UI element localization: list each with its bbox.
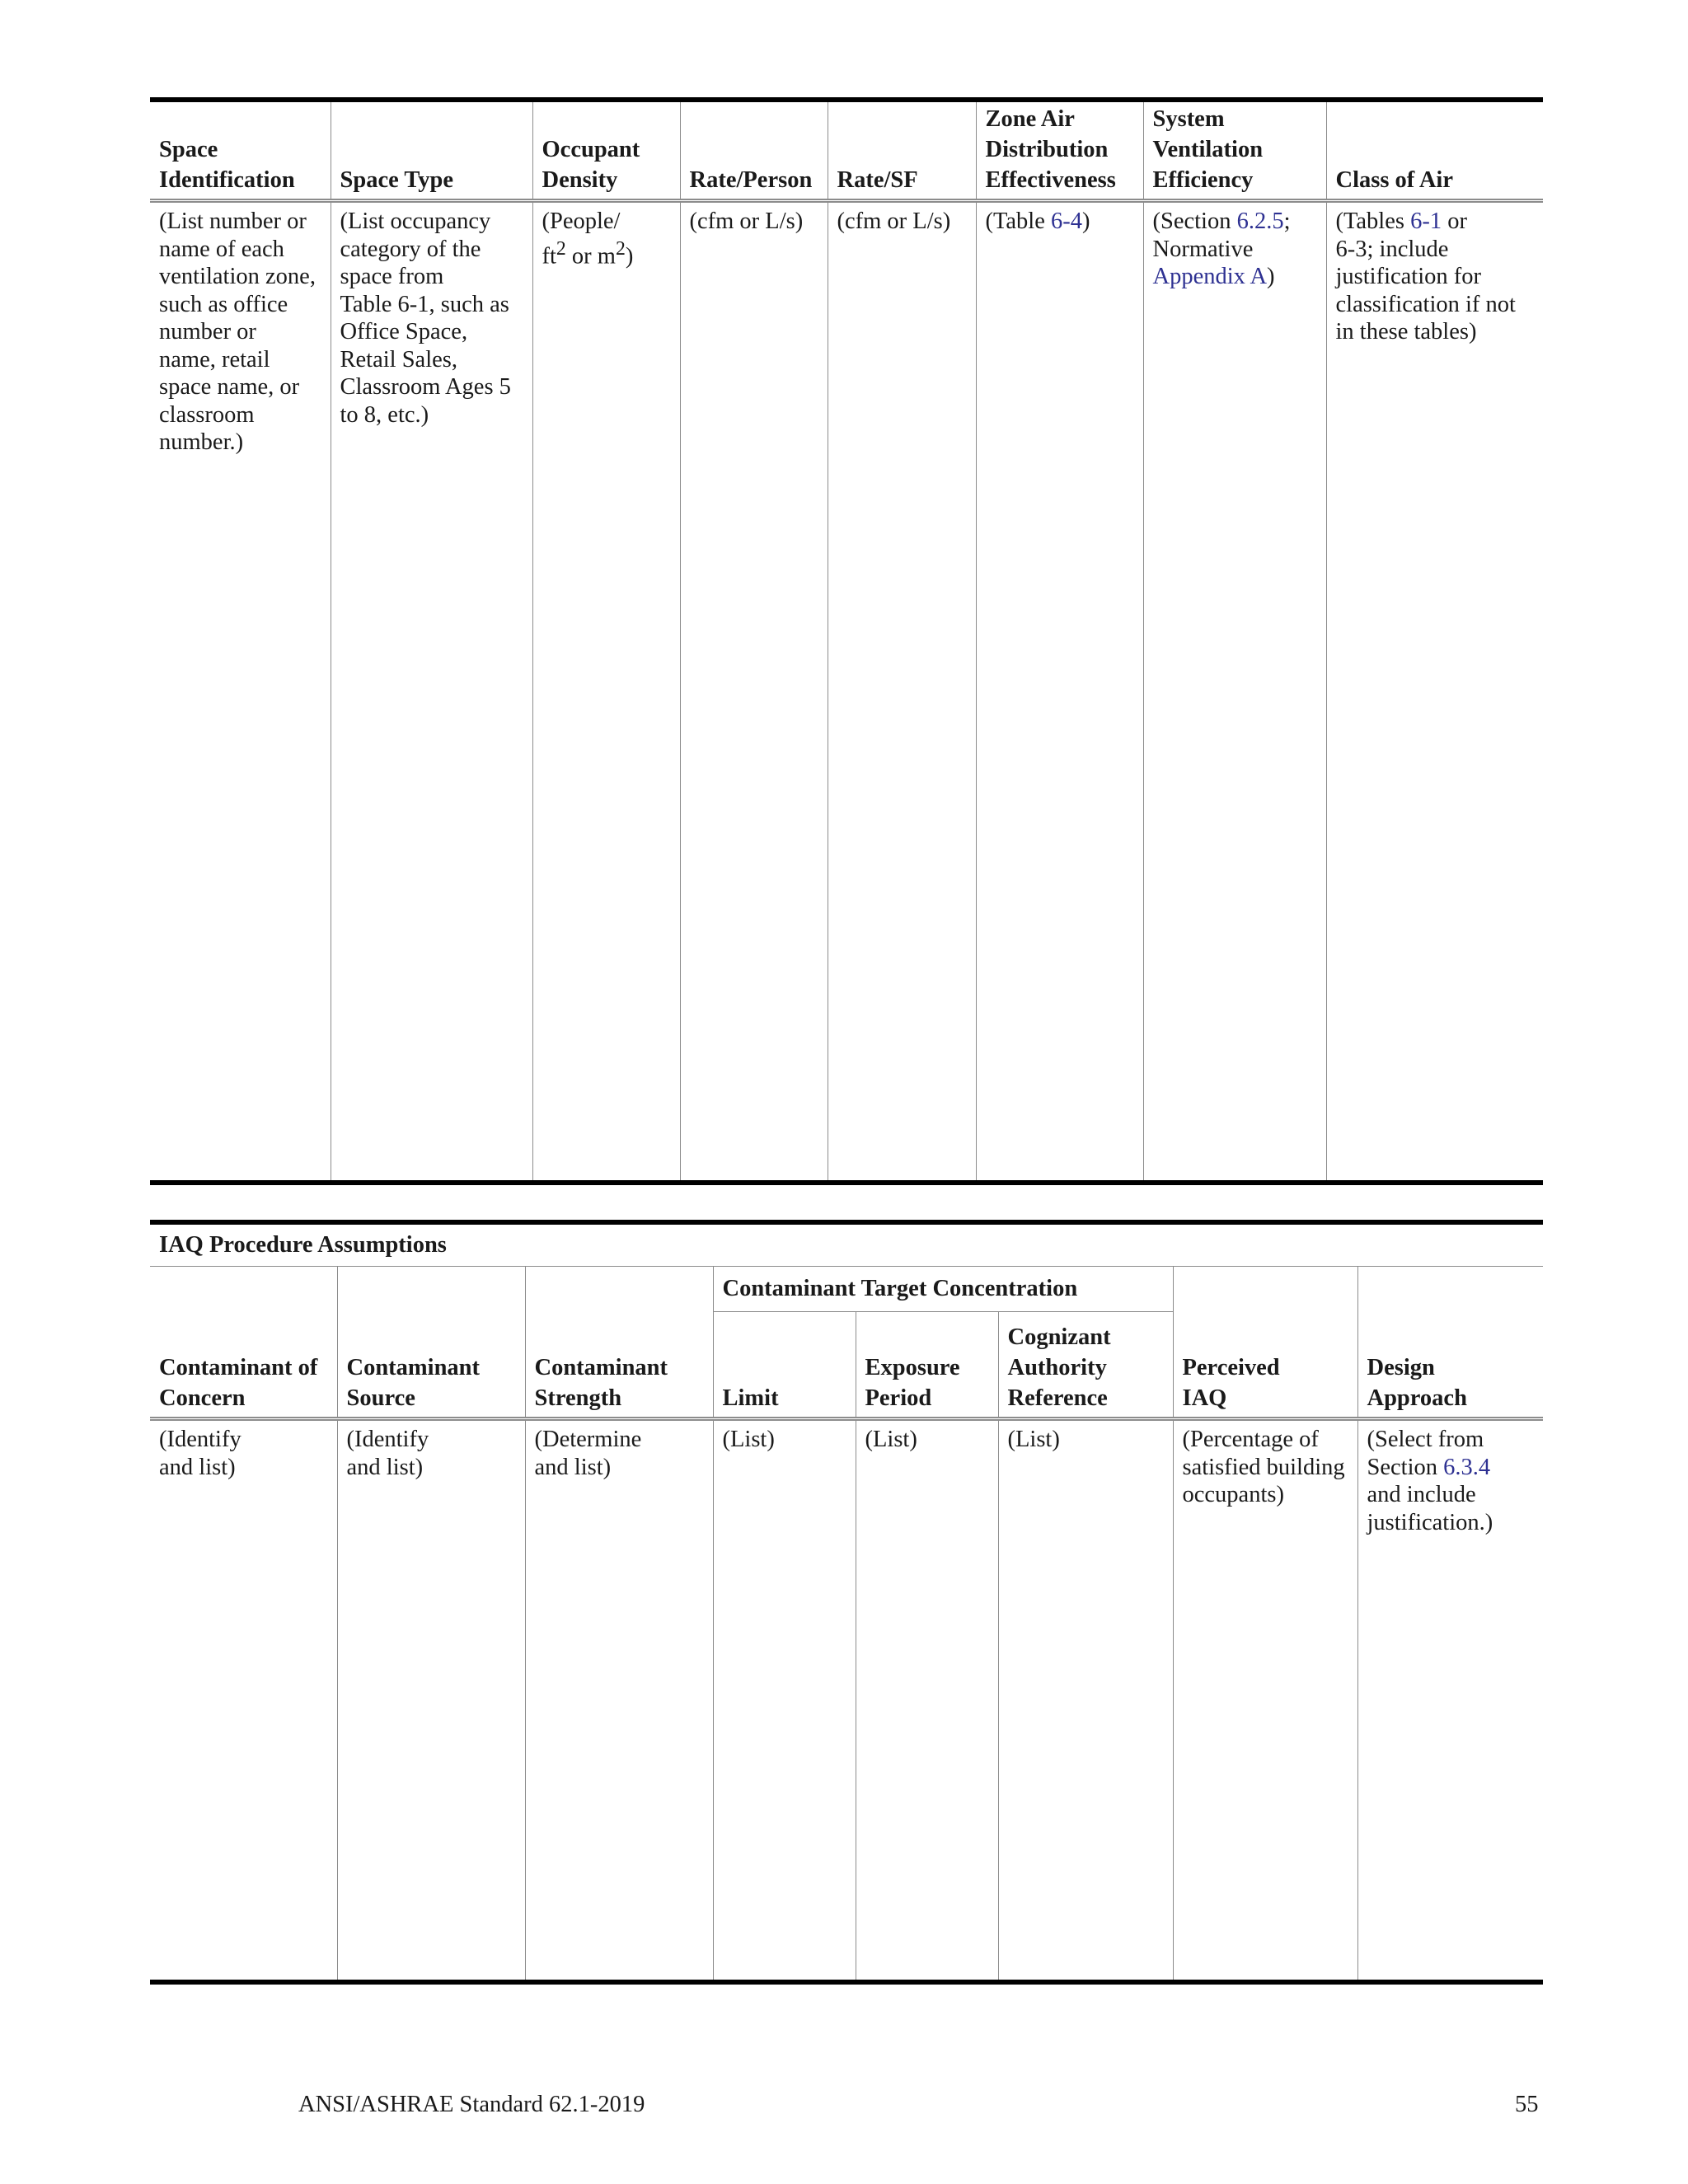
page-number: 55 [1515, 2092, 1539, 2117]
section-6-3-4-link[interactable]: 6.3.4 [1443, 1454, 1491, 1480]
iaq-table-caption: IAQ Procedure Assumptions [150, 1222, 1543, 1267]
header-row [150, 1267, 1543, 1312]
cell-zone-air-distribution: (Table 6-4) [976, 201, 1143, 1183]
cell-space-type: (List occupancy category of the space from Table 6-1, such as Office Space, Retail Sales, Classroom Ages 5 to 8, etc.) [331, 201, 532, 1183]
header-occupant-density: Occupant Density [532, 100, 680, 201]
cell-limit: (List) [713, 1419, 856, 1983]
header-cognizant-authority-reference: Cognizant Authority Reference [998, 1312, 1173, 1419]
appendix-a-link[interactable]: Appendix A [1152, 264, 1268, 289]
header-rate-person: Rate/Person [680, 100, 828, 201]
ventilation-rate-table [150, 97, 1543, 1185]
cell-space-identification: (List number or name of each ventilation zone, such as office number or name, retail space name, or classroom number.) [159, 209, 316, 455]
header-rate-sf: Rate/SF [828, 100, 976, 201]
table-row [150, 1419, 1543, 1983]
iaq-procedure-table [150, 1220, 1543, 1985]
cell-contaminant-of-concern: (Identify and list) [159, 1427, 241, 1480]
header-design-approach: Design Approach [1357, 1267, 1543, 1419]
cell-contaminant-source: (Identify and list) [337, 1419, 525, 1983]
cell-exposure-period: (List) [856, 1419, 998, 1983]
header-space-identification: Space Identification [150, 100, 331, 201]
header-zone-air-distribution: Zone Air Distribution Effectiveness [976, 100, 1143, 201]
header-contaminant-source: Contaminant Source [337, 1267, 525, 1419]
cell-class-of-air: (Tables 6-1 or 6-3; include justification for classification if not in these tables) [1326, 201, 1543, 1183]
header-contaminant-of-concern: Contaminant of Concern [150, 1267, 337, 1419]
cell-cognizant-authority-reference: (List) [998, 1419, 1173, 1983]
header-class-of-air: Class of Air [1326, 100, 1543, 201]
table-6-4-link[interactable]: 6-4 [1051, 209, 1083, 234]
cell-rate-sf: (cfm or L/s) [828, 201, 976, 1183]
cell-design-approach: (Select from Section 6.3.4 and include justification.) [1357, 1419, 1543, 1983]
cell-rate-person: (cfm or L/s) [680, 201, 828, 1183]
cell-perceived-iaq: (Percentage of satisfied building occupants) [1173, 1419, 1357, 1983]
footer-standard-title: ANSI/ASHRAE Standard 62.1-2019 [298, 2092, 645, 2117]
section-6-2-5-link[interactable]: 6.2.5 [1236, 209, 1284, 234]
cell-system-ventilation-efficiency: (Section 6.2.5; Normative Appendix A) [1143, 201, 1326, 1183]
header-contaminant-strength: Contaminant Strength [525, 1267, 713, 1419]
header-perceived-iaq: Perceived IAQ [1173, 1267, 1357, 1419]
header-row [150, 100, 1543, 201]
header-system-ventilation-efficiency: System Ventilation Efficiency [1143, 100, 1326, 201]
header-space-type: Space Type [331, 100, 532, 201]
header-contaminant-target-concentration: Contaminant Target Concentration [713, 1267, 1173, 1312]
header-limit: Limit [713, 1312, 856, 1419]
cell-occupant-density: (People/ $ft^2$ or $m^2$) [532, 201, 680, 1183]
header-exposure-period: Exposure Period [856, 1312, 998, 1419]
table-row [150, 201, 1543, 1183]
table-6-1-link[interactable]: 6-1 [1410, 209, 1442, 234]
caption-row [150, 1222, 1543, 1267]
cell-contaminant-strength: (Determine and list) [525, 1419, 713, 1983]
